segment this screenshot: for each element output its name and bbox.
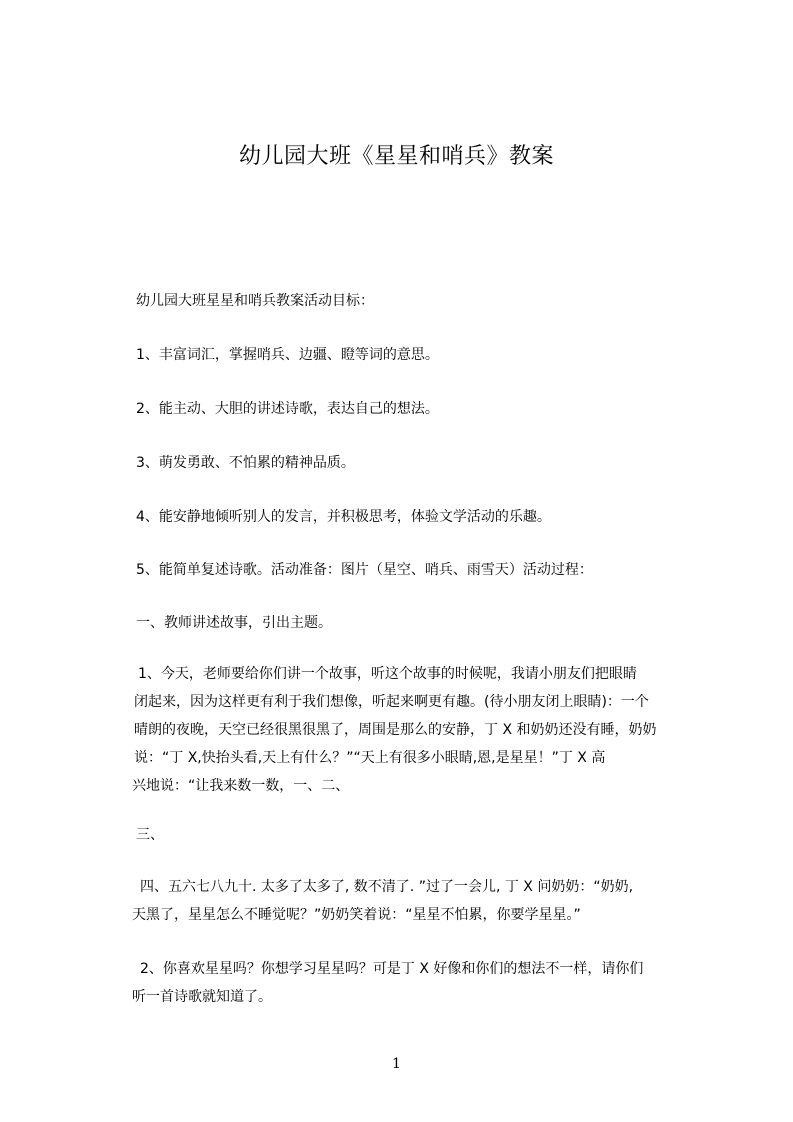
story-line: 说：“丁 X,快抬头看,天上有什么？”“天上有很多小眼睛,恩,是星星！”丁 X 高 (134, 750, 606, 766)
section-marker: 三、 (136, 827, 164, 843)
intro-paragraph: 幼儿园大班星星和哨兵教案活动目标： (136, 293, 374, 309)
goal-item: 1、丰富词汇，掌握哨兵、边疆、瞪等词的意思。 (136, 347, 439, 363)
story-line: 闭起来，因为这样更有利于我们想像，听起来啊更有趣。(待小朋友闭上眼睛)：一个 (134, 694, 649, 710)
question-paragraph (132, 955, 704, 1011)
page-number: 1 (392, 1056, 401, 1072)
goal-item: 4、能安静地倾听别人的发言，并积极思考，体验文学活动的乐趣。 (136, 509, 551, 525)
goal-item: 5、能简单复述诗歌。活动准备：图片（星空、哨兵、雨雪天）活动过程： (136, 562, 593, 578)
question-line: 2、你喜欢星星吗？你想学习星星吗？可是丁 X 好像和你们的想法不一样，请你们 (140, 961, 644, 977)
counting-paragraph (132, 873, 704, 929)
goal-item: 2、能主动、大胆的讲述诗歌，表达自己的想法。 (136, 401, 439, 417)
story-line: 1、今天，老师要给你们讲一个故事，听这个故事的时候呢，我请小朋友们把眼睛 (138, 666, 637, 682)
story-paragraph (132, 660, 704, 800)
story-line: 晴朗的夜晚，天空已经很黑很黑了，周围是那么的安静，丁 X 和奶奶还没有睡，奶奶 (134, 722, 657, 738)
question-line: 听一首诗歌就知道了。 (132, 989, 272, 1005)
section-heading: 一、教师讲述故事，引出主题。 (136, 615, 332, 631)
counting-line: 四、五六七八九十. 太多了太多了, 数不清了. ”过了一会儿, 丁 X 问奶奶：“奶奶, (140, 879, 634, 895)
document-title: 幼儿园大班《星星和哨兵》教案 (238, 144, 554, 169)
story-line: 兴地说：“让我来数一数，一、二、 (132, 778, 350, 794)
counting-line: 天黑了，星星怎么不睡觉呢？”奶奶笑着说：“星星不怕累，你要学星星。” (132, 907, 581, 923)
goal-item: 3、萌发勇敢、不怕累的精神品质。 (136, 455, 355, 471)
